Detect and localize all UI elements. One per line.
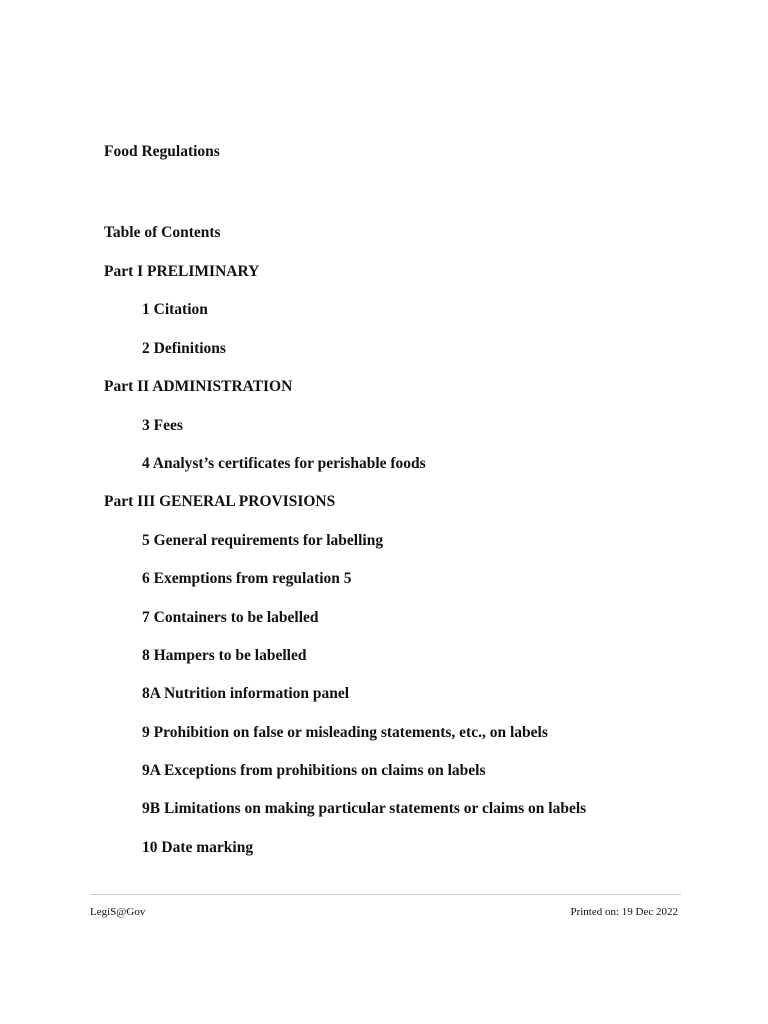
footer-divider [90,894,681,895]
toc-section-3[interactable]: 3 Fees [142,416,183,434]
toc-section-9b[interactable]: 9B Limitations on making particular statements or claims on labels [142,800,587,818]
toc-section-4[interactable]: 4 Analyst’s certificates for perishable foods [142,454,426,472]
footer-printed-date: Printed on: 19 Dec 2022 [570,906,678,918]
toc-part-1[interactable]: Part I PRELIMINARY [104,263,260,280]
footer-source: LegiS@Gov [90,906,146,918]
toc-part-2[interactable]: Part II ADMINISTRATION [104,378,293,396]
toc-section-10[interactable]: 10 Date marking [142,838,254,856]
toc-section-2[interactable]: 2 Definitions [142,339,226,357]
toc-section-7[interactable]: 7 Containers to be labelled [142,608,319,626]
table-of-contents [104,262,586,876]
toc-section-5[interactable]: 5 General requirements for labelling [142,531,384,549]
toc-section-8[interactable]: 8 Hampers to be labelled [142,646,307,664]
toc-section-9[interactable]: 9 Prohibition on false or misleading statements, etc., on labels [142,723,548,741]
toc-section-9a[interactable]: 9A Exceptions from prohibitions on claims on labels [142,762,486,780]
toc-section-8a[interactable]: 8A Nutrition information panel [142,685,350,703]
toc-section-6[interactable]: 6 Exemptions from regulation 5 [142,570,352,588]
toc-section-1[interactable]: 1 Citation [142,301,208,319]
toc-heading: Table of Contents [104,224,221,241]
document-title: Food Regulations [104,143,220,160]
toc-part-3[interactable]: Part III GENERAL PROVISIONS [104,493,336,511]
